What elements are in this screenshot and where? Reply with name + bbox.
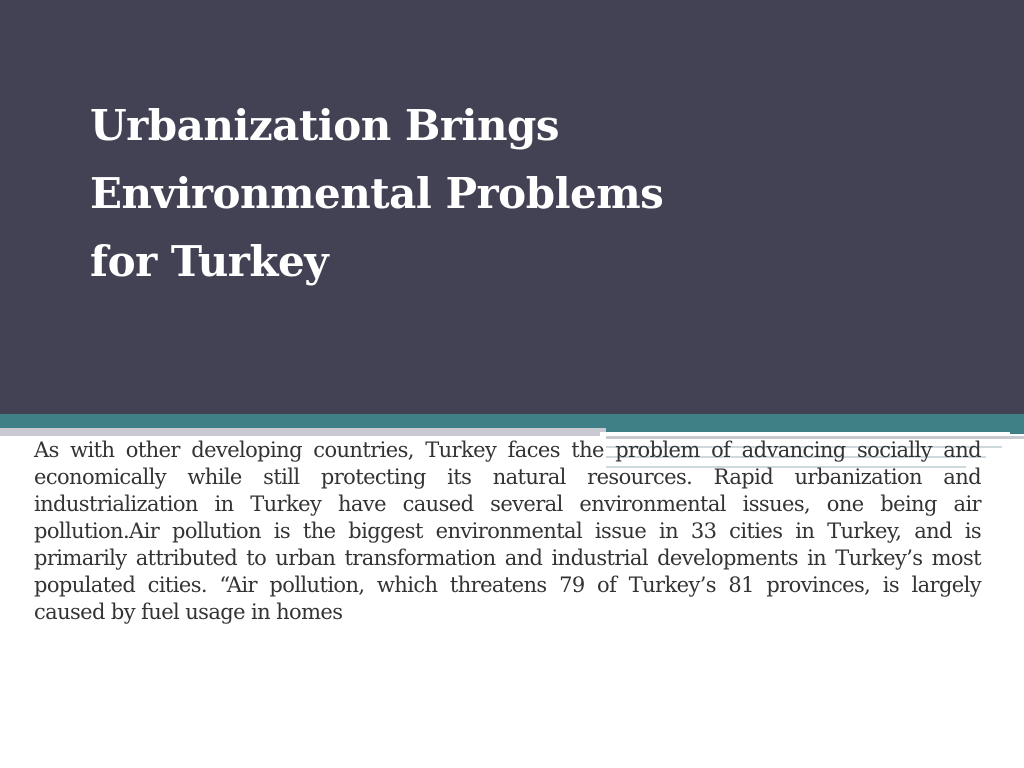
slide-title-line-3: for Turkey	[90, 237, 329, 286]
divider-stripe-left	[0, 428, 606, 436]
body-paragraph: As with other developing countries, Turkey faces the problem of advancing socially and economically while still protecting its natural resources. Rapid urbanization and industrialization in Turkey have caused several environmental issues, one being air pollution.Air pollution is the biggest environmental issue in 33 cities in Turkey, and is primarily attributed to urban transformation and industrial developments in Turkey’s most populated cities. “Air pollution, which threatens 79 of Turkey’s 81 provinces, is largely caused by fuel usage in homes	[34, 438, 981, 624]
slide-title-line-2: Environmental Problems	[90, 169, 664, 218]
slide-title-line-1: Urbanization Brings	[90, 101, 560, 150]
slide-title	[90, 92, 850, 296]
